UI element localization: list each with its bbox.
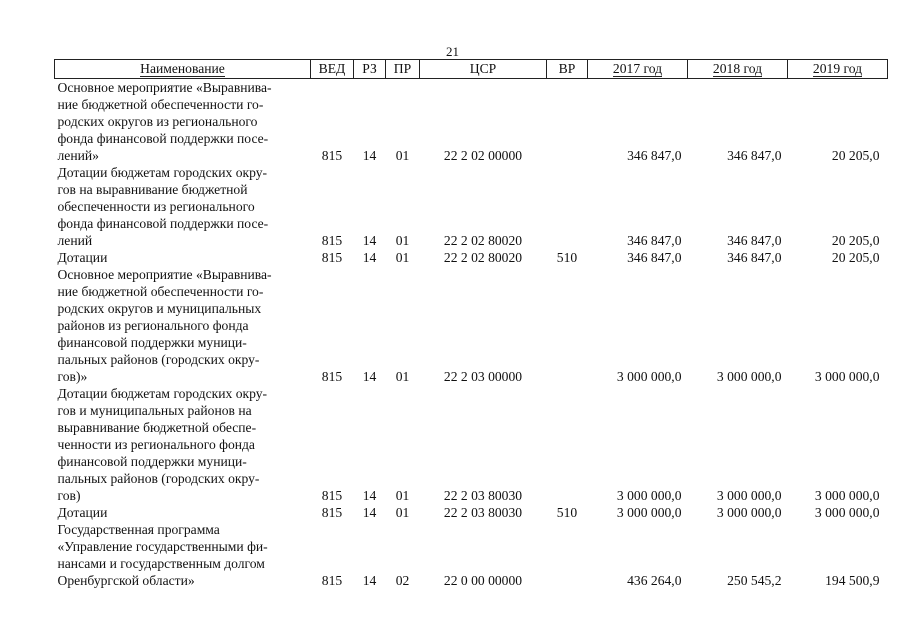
- row-name-line: «Управление государственными фи-: [57, 539, 268, 554]
- row-name-line: Дотации: [57, 250, 108, 265]
- row-name-line: Основное мероприятие «Выравнива-: [57, 80, 272, 95]
- row-name-line: ченности из регионального фонда: [57, 437, 255, 452]
- row-ved: 815: [321, 233, 343, 248]
- col-header-2017: 2017 год: [588, 60, 688, 79]
- row-name-line: фонда финансовой поддержки посе-: [57, 131, 269, 146]
- row-name-line: фонда финансовой поддержки посе-: [57, 216, 269, 231]
- col-header-ved: ВЕД: [311, 60, 354, 79]
- table-row: [55, 385, 888, 504]
- row-name-line: гов): [57, 488, 81, 503]
- row-vr: [547, 79, 588, 165]
- row-vr: 510: [556, 505, 578, 520]
- row-value-2017: 3 000 000,0: [616, 488, 682, 503]
- table-row: [55, 266, 888, 385]
- row-pr: 01: [395, 250, 410, 265]
- row-value-2018: 3 000 000,0: [716, 488, 782, 503]
- row-name-line: пальных районов (городских окру-: [57, 471, 260, 486]
- row-value-2019: 20 205,0: [831, 250, 880, 265]
- row-pr: 01: [395, 233, 410, 248]
- col-header-pr: ПР: [386, 60, 420, 79]
- row-name-line: гов на выравнивание бюджетной: [57, 182, 248, 197]
- row-csr: 22 2 03 80030: [443, 488, 523, 503]
- row-value-2019: 194 500,9: [825, 573, 880, 588]
- row-name-line: Дотации: [57, 505, 108, 520]
- col-header-rz: РЗ: [354, 60, 386, 79]
- row-name: [55, 79, 311, 165]
- row-csr: 22 2 02 80020: [443, 250, 523, 265]
- row-name-line: районов из регионального фонда: [57, 318, 249, 333]
- row-csr: 22 2 03 00000: [443, 369, 523, 384]
- table-row: [55, 504, 888, 521]
- row-rz: 14: [362, 233, 377, 248]
- page-number: 21: [446, 44, 459, 59]
- row-ved: 815: [321, 369, 343, 384]
- row-value-2019: 3 000 000,0: [814, 488, 880, 503]
- row-name-line: нансами и государственным долгом: [57, 556, 265, 571]
- row-vr: [547, 164, 588, 249]
- row-rz: 14: [362, 148, 377, 163]
- row-rz: 14: [362, 369, 377, 384]
- row-name-line: выравнивание бюджетной обеспе-: [57, 420, 257, 435]
- row-name: [55, 385, 311, 504]
- row-pr: 02: [395, 573, 410, 588]
- row-vr: [547, 385, 588, 504]
- row-name-line: лений: [57, 233, 93, 248]
- table-row: [55, 79, 888, 165]
- row-ved: 815: [321, 505, 343, 520]
- row-name-line: Основное мероприятие «Выравнива-: [57, 267, 272, 282]
- row-value-2017: 3 000 000,0: [616, 369, 682, 384]
- row-rz: 14: [362, 505, 377, 520]
- row-value-2017: 346 847,0: [627, 233, 682, 248]
- row-name-line: ние бюджетной обеспеченности го-: [57, 284, 264, 299]
- row-name: [55, 164, 311, 249]
- row-name: [55, 266, 311, 385]
- row-value-2018: 250 545,2: [727, 573, 782, 588]
- row-value-2018: 346 847,0: [727, 148, 782, 163]
- row-name-line: ние бюджетной обеспеченности го-: [57, 97, 264, 112]
- row-value-2018: 346 847,0: [727, 233, 782, 248]
- row-value-2017: 346 847,0: [627, 250, 682, 265]
- row-name-line: лений»: [57, 148, 99, 163]
- table-row: [55, 249, 888, 266]
- row-name-line: гов)»: [57, 369, 88, 384]
- row-pr: 01: [395, 488, 410, 503]
- row-value-2017: 436 264,0: [627, 573, 682, 588]
- row-name-line: Оренбургской области»: [57, 573, 195, 588]
- row-vr: 510: [556, 250, 578, 265]
- col-header-name: Наименование: [55, 60, 311, 79]
- row-value-2017: 3 000 000,0: [616, 505, 682, 520]
- row-name-line: финансовой поддержки муници-: [57, 454, 247, 469]
- row-rz: 14: [362, 488, 377, 503]
- row-name-line: Государственная программа: [57, 522, 220, 537]
- row-ved: 815: [321, 148, 343, 163]
- budget-table: [54, 59, 888, 589]
- row-name-line: родских округов из регионального: [57, 114, 258, 129]
- row-name-line: пальных районов (городских окру-: [57, 352, 260, 367]
- row-name: [55, 504, 311, 521]
- row-name: [55, 249, 311, 266]
- row-value-2017: 346 847,0: [627, 148, 682, 163]
- row-value-2019: 3 000 000,0: [814, 369, 880, 384]
- row-pr: 01: [395, 148, 410, 163]
- row-ved: 815: [321, 250, 343, 265]
- row-name-line: родских округов и муниципальных: [57, 301, 262, 316]
- row-name-line: обеспеченности из регионального: [57, 199, 255, 214]
- col-header-2019: 2019 год: [788, 60, 888, 79]
- col-header-2018: 2018 год: [688, 60, 788, 79]
- row-value-2018: 3 000 000,0: [716, 505, 782, 520]
- row-name: [55, 521, 311, 589]
- col-header-vr: ВР: [547, 60, 588, 79]
- row-name-line: финансовой поддержки муници-: [57, 335, 247, 350]
- row-rz: 14: [362, 250, 377, 265]
- row-vr: [547, 266, 588, 385]
- row-value-2019: 3 000 000,0: [814, 505, 880, 520]
- table-body: [55, 79, 888, 590]
- table-header: [55, 60, 888, 79]
- row-value-2019: 20 205,0: [831, 148, 880, 163]
- row-value-2019: 20 205,0: [831, 233, 880, 248]
- row-rz: 14: [362, 573, 377, 588]
- row-value-2018: 3 000 000,0: [716, 369, 782, 384]
- row-vr: [547, 521, 588, 589]
- col-header-csr: ЦСР: [420, 60, 547, 79]
- row-name-line: Дотации бюджетам городских окру-: [57, 386, 268, 401]
- row-name-line: Дотации бюджетам городских окру-: [57, 165, 268, 180]
- row-ved: 815: [321, 488, 343, 503]
- row-pr: 01: [395, 505, 410, 520]
- table-row: [55, 521, 888, 589]
- row-csr: 22 2 02 00000: [443, 148, 523, 163]
- row-name-line: гов и муниципальных районов на: [57, 403, 252, 418]
- row-pr: 01: [395, 369, 410, 384]
- table-row: [55, 164, 888, 249]
- row-ved: 815: [321, 573, 343, 588]
- row-csr: 22 2 02 80020: [443, 233, 523, 248]
- row-csr: 22 0 00 00000: [443, 573, 523, 588]
- row-csr: 22 2 03 80030: [443, 505, 523, 520]
- row-value-2018: 346 847,0: [727, 250, 782, 265]
